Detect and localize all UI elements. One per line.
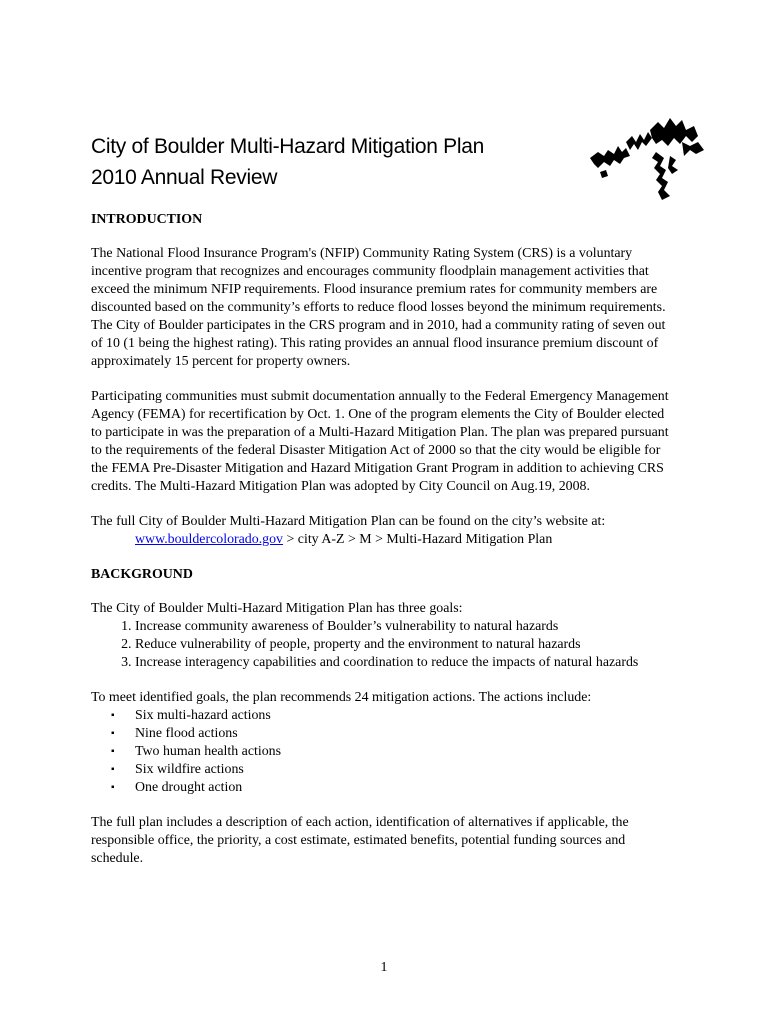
action-text: Six multi-hazard actions	[135, 708, 271, 723]
mountain-silhouette-icon	[586, 112, 710, 204]
title-line-1: City of Boulder Multi-Hazard Mitigation Plan	[91, 135, 484, 158]
title-line-2: 2010 Annual Review	[91, 166, 278, 189]
bullet-icon: ▪	[111, 764, 115, 775]
intro-paragraph-1: The National Flood Insurance Program's (NFIP) Community Rating System (CRS) is a voluntary incentive program that recognizes and encourages community floodplain management activities that exceed the minimum NFIP requirements. Flood insurance premium rates for community members are discounted based on the community’s efforts to reduce flood losses beyond the minimum requirements. The City of Boulder participates in the CRS program and in 2010, had a community rating of seven out of 10 (1 being the highest rating). This rating provides an annual flood insurance premium discount of approximately 15 percent for property owners.	[91, 246, 666, 369]
goals-list	[91, 618, 677, 672]
action-item	[111, 743, 677, 761]
document-body	[91, 211, 677, 885]
bullet-icon: ▪	[111, 746, 115, 757]
document-title	[91, 131, 484, 193]
action-item	[111, 761, 677, 779]
action-item	[111, 725, 677, 743]
bullet-icon: ▪	[111, 710, 115, 721]
action-text: One drought action	[135, 780, 243, 795]
action-text: Nine flood actions	[135, 726, 238, 741]
intro-paragraph-2: Participating communities must submit documentation annually to the Federal Emergency Management Agency (FEMA) for recertification by Oct. 1. One of the program elements the City of Boulder elected to participate in was the preparation of a Multi-Hazard Mitigation Plan. The plan was prepared pursuant to the requirements of the federal Disaster Mitigation Act of 2000 so that the city would be eligible for the FEMA Pre-Disaster Mitigation and Hazard Mitigation Grant Program in addition to achieving CRS credits. The Multi-Hazard Mitigation Plan was adopted by City Council on Aug.19, 2008.	[91, 389, 669, 494]
closing-paragraph: The full plan includes a description of each action, identification of alternatives if applicable, the responsible office, the priority, a cost estimate, estimated benefits, potential funding sources and schedule.	[91, 815, 629, 866]
goal-item: 3. Increase interagency capabilities and coordination to reduce the impacts of natural hazards	[135, 654, 677, 672]
action-item	[111, 707, 677, 725]
actions-list	[91, 707, 677, 797]
action-text: Six wildfire actions	[135, 762, 244, 777]
intro-paragraph-3: The full City of Boulder Multi-Hazard Mitigation Plan can be found on the city’s website at:	[91, 514, 606, 529]
action-item	[111, 779, 677, 797]
introduction-heading: INTRODUCTION	[91, 212, 203, 227]
background-heading: BACKGROUND	[91, 567, 193, 582]
action-text: Two human health actions	[135, 744, 282, 759]
bullet-icon: ▪	[111, 728, 115, 739]
website-reference	[135, 531, 677, 549]
goals-intro: The City of Boulder Multi-Hazard Mitigation Plan has three goals:	[91, 601, 463, 616]
website-path: > city A-Z > M > Multi-Hazard Mitigation Plan	[283, 532, 553, 547]
city-website-link[interactable]: www.bouldercolorado.gov	[135, 532, 284, 547]
bullet-icon: ▪	[111, 782, 115, 793]
goal-item: 2. Reduce vulnerability of people, property and the environment to natural hazards	[135, 636, 677, 654]
page-number: 1	[380, 960, 388, 975]
goal-item: 1. Increase community awareness of Boulder’s vulnerability to natural hazards	[135, 618, 677, 636]
actions-intro: To meet identified goals, the plan recommends 24 mitigation actions. The actions include:	[91, 690, 592, 705]
